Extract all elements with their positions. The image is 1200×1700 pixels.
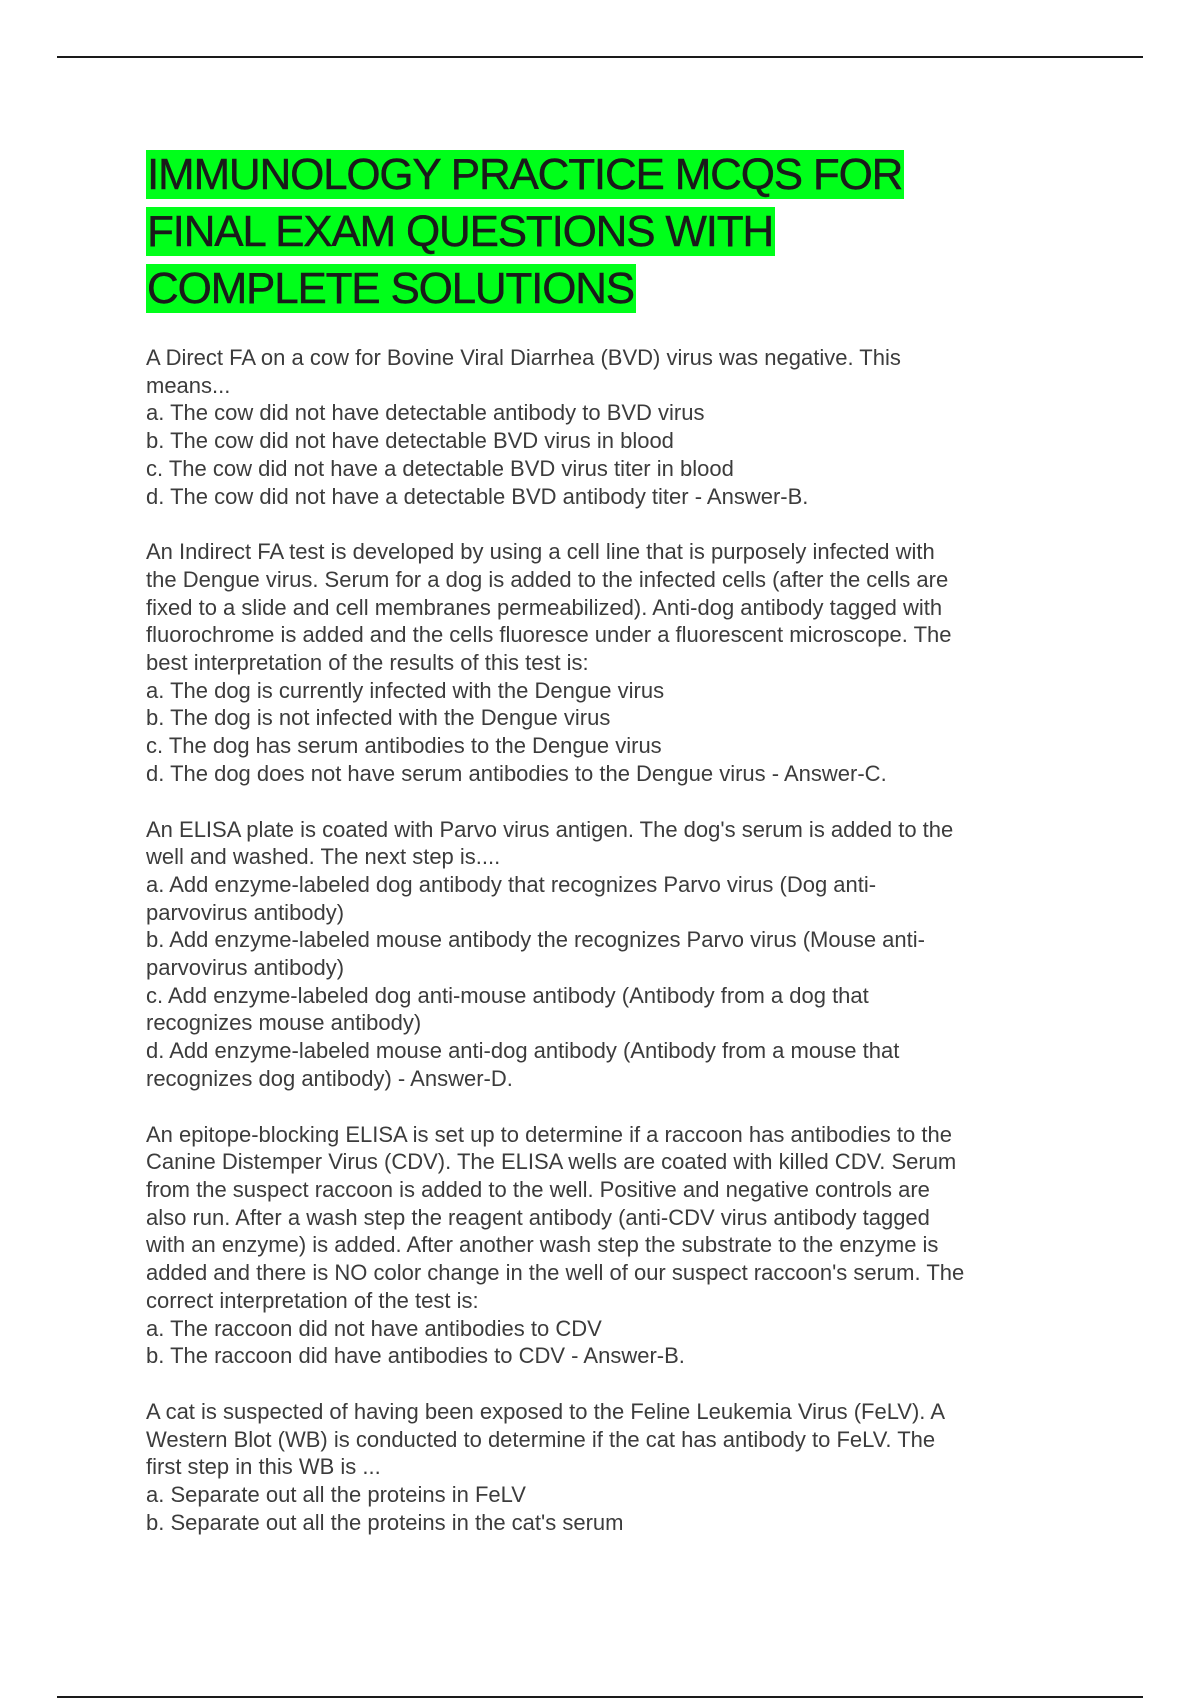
question-block bbox=[146, 538, 1051, 787]
title-line: FINAL EXAM QUESTIONS WITH bbox=[147, 207, 773, 256]
top-rule bbox=[57, 56, 1143, 58]
question-block bbox=[146, 816, 1051, 1093]
title-line: COMPLETE SOLUTIONS bbox=[147, 264, 634, 313]
question-text: from the suspect raccoon is added to the well. Positive and negative controls are bbox=[146, 1176, 930, 1202]
document-title bbox=[146, 146, 1051, 317]
answer-option: parvovirus antibody) bbox=[146, 899, 345, 925]
question-text: An epitope-blocking ELISA is set up to determine if a raccoon has antibodies to the bbox=[146, 1121, 952, 1147]
question-text: first step in this WB is ... bbox=[146, 1454, 381, 1480]
question-text: added and there is NO color change in the well of our suspect raccoon's serum. The bbox=[146, 1260, 965, 1286]
answer-option: d. Add enzyme-labeled mouse anti-dog antibody (Antibody from a mouse that bbox=[146, 1038, 900, 1064]
question-text: Canine Distemper Virus (CDV). The ELISA wells are coated with killed CDV. Serum bbox=[146, 1149, 957, 1175]
question-block bbox=[146, 344, 1051, 510]
answer-option: c. Add enzyme-labeled dog anti-mouse antibody (Antibody from a dog that bbox=[146, 982, 869, 1008]
answer-option: b. The cow did not have detectable BVD virus in blood bbox=[146, 428, 674, 454]
question-block bbox=[146, 1121, 1051, 1370]
question-text: fixed to a slide and cell membranes permeabilized). Anti-dog antibody tagged with bbox=[146, 594, 943, 620]
question-text: with an enzyme) is added. After another wash step the substrate to the enzyme is bbox=[146, 1232, 939, 1258]
question-text: the Dengue virus. Serum for a dog is added to the infected cells (after the cells are bbox=[146, 566, 949, 592]
question-text: best interpretation of the results of this test is: bbox=[146, 650, 589, 676]
question-text: also run. After a wash step the reagent antibody (anti-CDV virus antibody tagged bbox=[146, 1204, 930, 1230]
question-text: A Direct FA on a cow for Bovine Viral Diarrhea (BVD) virus was negative. This bbox=[146, 345, 901, 370]
answer-option: recognizes dog antibody) - Answer-D. bbox=[146, 1065, 513, 1091]
answer-option: d. The cow did not have a detectable BVD antibody titer - Answer-B. bbox=[146, 483, 809, 509]
question-text: An Indirect FA test is developed by using a cell line that is purposely infected with bbox=[146, 539, 935, 565]
answer-option: b. Add enzyme-labeled mouse antibody the recognizes Parvo virus (Mouse anti- bbox=[146, 927, 925, 953]
question-text: Western Blot (WB) is conducted to determine if the cat has antibody to FeLV. The bbox=[146, 1426, 936, 1452]
question-text: A cat is suspected of having been exposed to the Feline Leukemia Virus (FeLV). A bbox=[146, 1398, 945, 1424]
question-text: correct interpretation of the test is: bbox=[146, 1287, 479, 1313]
answer-option: b. The raccoon did have antibodies to CDV - Answer-B. bbox=[146, 1343, 685, 1369]
answer-option: a. Separate out all the proteins in FeLV bbox=[146, 1482, 526, 1508]
answer-option: c. The cow did not have a detectable BVD virus titer in blood bbox=[146, 455, 734, 481]
answer-option: parvovirus antibody) bbox=[146, 955, 345, 981]
answer-option: c. The dog has serum antibodies to the Dengue virus bbox=[146, 733, 662, 759]
bottom-rule bbox=[57, 1696, 1143, 1698]
question-text: fluorochrome is added and the cells fluoresce under a fluorescent microscope. The bbox=[146, 622, 952, 648]
question-text: well and washed. The next step is.... bbox=[146, 844, 501, 870]
answer-option: a. The cow did not have detectable antibody to BVD virus bbox=[146, 400, 705, 426]
question-text: An ELISA plate is coated with Parvo virus antigen. The dog's serum is added to the bbox=[146, 816, 954, 842]
document-body bbox=[146, 146, 1051, 1564]
question-block bbox=[146, 1398, 1051, 1537]
answer-option: a. The raccoon did not have antibodies to CDV bbox=[146, 1315, 602, 1341]
answer-option: d. The dog does not have serum antibodies to the Dengue virus - Answer-C. bbox=[146, 760, 887, 786]
answer-option: recognizes mouse antibody) bbox=[146, 1010, 422, 1036]
answer-option: b. Separate out all the proteins in the cat's serum bbox=[146, 1509, 624, 1535]
question-text: means... bbox=[146, 372, 231, 398]
answer-option: b. The dog is not infected with the Dengue virus bbox=[146, 705, 611, 731]
answer-option: a. Add enzyme-labeled dog antibody that recognizes Parvo virus (Dog anti- bbox=[146, 871, 877, 897]
title-line: IMMUNOLOGY PRACTICE MCQS FOR bbox=[147, 150, 903, 199]
answer-option: a. The dog is currently infected with the Dengue virus bbox=[146, 677, 665, 703]
